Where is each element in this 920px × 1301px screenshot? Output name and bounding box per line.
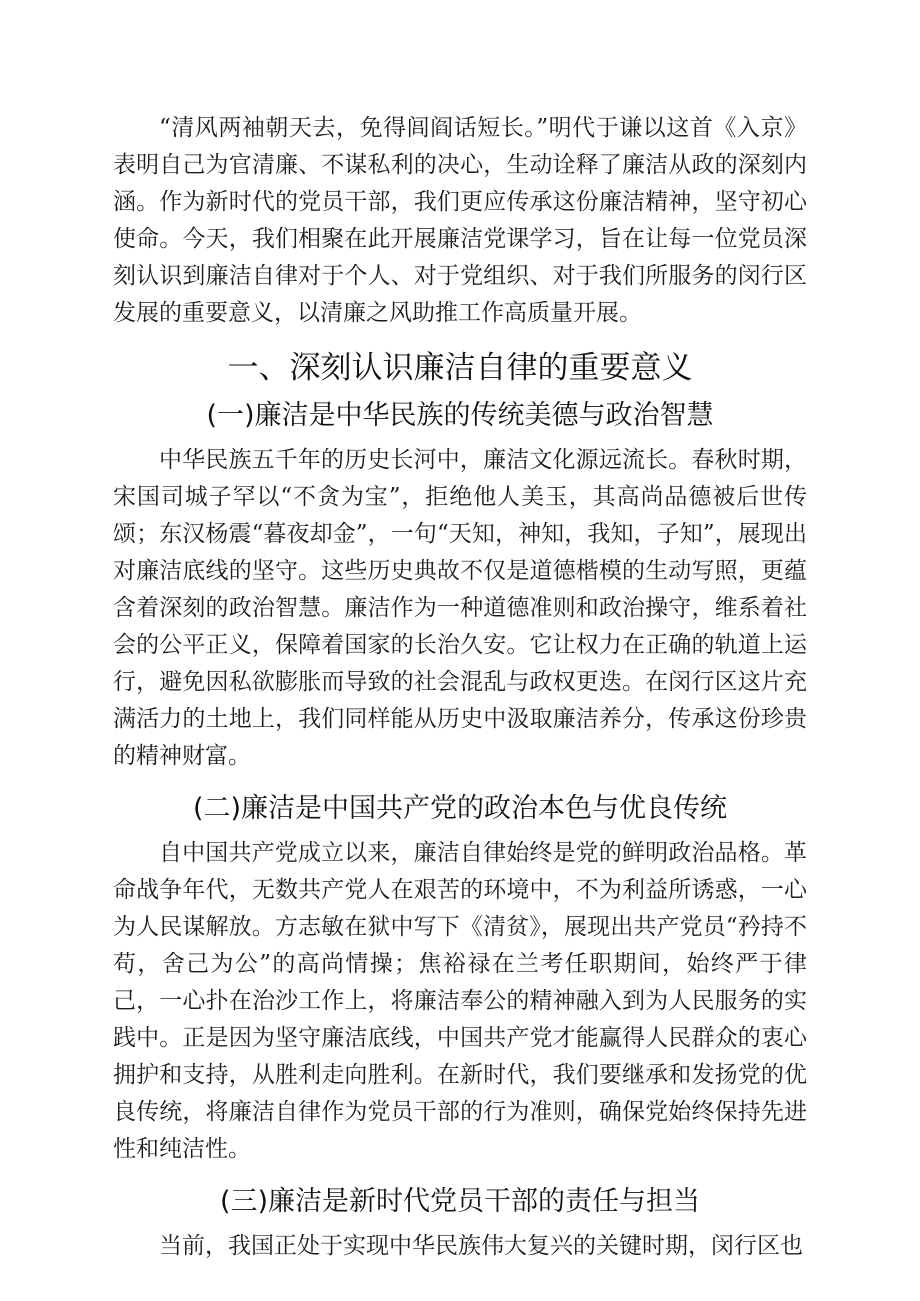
- document-body: [113, 110, 807, 1265]
- subsection-heading-2: (二)廉洁是中国共产党的政治本色与优良传统: [192, 793, 728, 824]
- subsection-heading-1: (一)廉洁是中华民族的传统美德与政治智慧: [206, 400, 714, 431]
- section-heading: 一、深刻认识廉洁自律的重要意义: [227, 350, 693, 386]
- subsection-1-paragraph: 中华民族五千年的历史长河中，廉洁文化源远流长。春秋时期，宋国司城子罕以“不贪为宝”，拒绝他人美玉，其高尚品德被后世传颂；东汉杨震“暮夜却金”，一句“天知，神知，我知，子知”，展现出对廉洁底线的坚守。这些历史典故不仅是道德楷模的生动写照，更蕴含着深刻的政治智慧。廉洁作为一种道德准则和政治操守，维系着社会的公平正义，保障着国家的长治久安。它让权力在正确的轨道上运行，避免因私欲膨胀而导致的社会混乱与政权更迭。在闵行区这片充满活力的土地上，我们同样能从历史中汲取廉洁养分，传承这份珍贵的精神财富。: [113, 447, 807, 769]
- subsection-3-paragraph: 当前，我国正处于实现中华民族伟大复兴的关键时期，闵行区也: [159, 1233, 803, 1259]
- intro-paragraph: “清风两袖朝天去，免得闾阎话短长。”明代于谦以这首《入京》表明自己为官清廉、不谋私利的决心，生动诠释了廉洁从政的深刻内涵。作为新时代的党员干部，我们更应传承这份廉洁精神，坚守初心使命。今天，我们相聚在此开展廉洁党课学习，旨在让每一位党员深刻认识到廉洁自律对于个人、对于党组织、对于我们所服务的闵行区发展的重要意义，以清廉之风助推工作高质量开展。: [113, 115, 807, 326]
- subsection-heading-3: (三)廉洁是新时代党员干部的责任与担当: [219, 1186, 701, 1217]
- subsection-2-paragraph: 自中国共产党成立以来，廉洁自律始终是党的鲜明政治品格。革命战争年代，无数共产党人在艰苦的环境中，不为利益所诱惑，一心为人民谋解放。方志敏在狱中写下《清贫》，展现出共产党员“矜持不苟，舍己为公”的高尚情操；焦裕禄在兰考任职期间，始终严于律己，一心扑在治沙工作上，将廉洁奉公的精神融入到为人民服务的实践中。正是因为坚守廉洁底线，中国共产党才能赢得人民群众的衷心拥护和支持，从胜利走向胜利。在新时代，我们要继承和发扬党的优良传统，将廉洁自律作为党员干部的行为准则，确保党始终保持先进性和纯洁性。: [113, 840, 807, 1162]
